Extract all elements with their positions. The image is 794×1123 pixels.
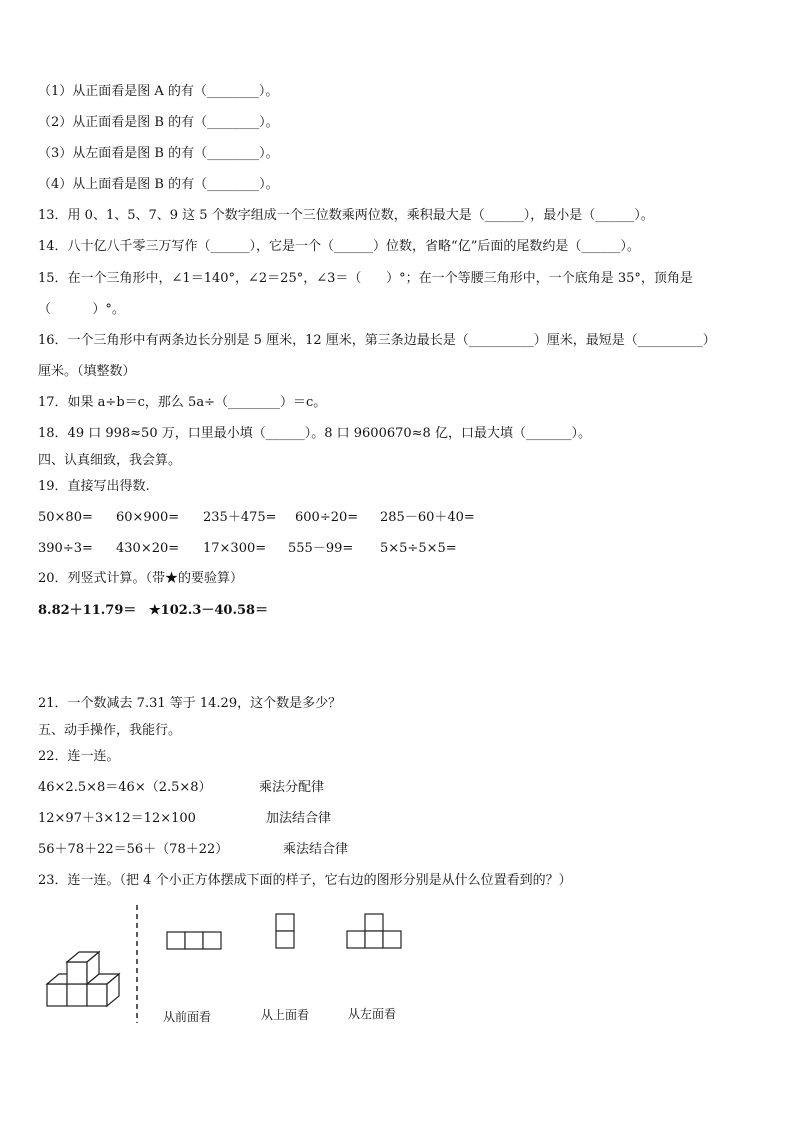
left-view-figure <box>347 914 401 948</box>
q22-left-2: 12×97＋3×12＝12×100 <box>38 811 196 826</box>
calc-r2-4: 555－99= <box>288 541 354 556</box>
question-19: 19．直接写出得数. <box>38 479 150 494</box>
calc-r1-4: 600÷20= <box>295 510 359 525</box>
question-17: 17．如果 a÷b＝c，那么 5a÷（________）＝c。 <box>38 395 327 410</box>
calc-r1-2: 60×900= <box>116 510 180 525</box>
question-18: 18．49 口 998≈50 万，口里最小填（______）。8 口 9600670≈8 亿，口最大填（_______）。 <box>38 426 591 441</box>
caption-left-view: 从左面看 <box>348 1007 397 1021</box>
question-20: 20．列竖式计算。（带★的要验算） <box>38 571 244 586</box>
q12-item-1: （1）从正面看是图 A 的有（________）。 <box>38 84 279 99</box>
section-5-heading: 五、动手操作，我能行。 <box>38 723 182 738</box>
top-view-figure <box>276 914 294 948</box>
question-21: 21．一个数减去 7.31 等于 14.29，这个数是多少？ <box>38 696 342 711</box>
question-15-line-1: 15．在一个三角形中，∠1＝140°，∠2＝25°，∠3＝（ ）°；在一个等腰三角形中，一个底角是 35°，顶角是 <box>38 271 693 286</box>
question-22: 22．连一连。 <box>38 749 120 764</box>
q12-item-2: （2）从正面看是图 B 的有（________）。 <box>38 115 279 130</box>
q20-item-2: ★102.3－40.58＝ <box>149 603 269 618</box>
question-16-line-2: 厘米。（填整数） <box>38 364 136 379</box>
calc-r2-3: 17×300= <box>203 541 267 556</box>
section-4-heading: 四、认真细致，我会算。 <box>38 453 182 468</box>
calc-r2-2: 430×20= <box>116 541 180 556</box>
question-16-line-1: 16．一个三角形中有两条边长分别是 5 厘米，12 厘米，第三条边最长是（__________）厘米，最短是（__________） <box>38 333 716 348</box>
question-23: 23．连一连。（把 4 个小正方体摆成下面的样子，它右边的图形分别是从什么位置看到的？） <box>38 873 572 888</box>
q22-right-1: 乘法分配律 <box>259 780 325 795</box>
q20-item-1: 8.82＋11.79＝ <box>38 603 137 618</box>
calc-r1-1: 50×80= <box>38 510 93 525</box>
calc-r2-5: 5×5÷5×5= <box>380 541 457 556</box>
caption-top-view: 从上面看 <box>261 1008 310 1022</box>
calc-r1-3: 235＋475= <box>203 510 277 525</box>
calc-r1-5: 285－60＋40= <box>380 510 475 525</box>
calc-r2-1: 390÷3= <box>38 541 93 556</box>
cube-stack-figure <box>47 952 119 1006</box>
q12-item-4: （4）从上面看是图 B 的有（________）。 <box>38 177 279 192</box>
question-14: 14．八十亿八千零三万写作（______），它是一个（______）位数，省略“亿”后面的尾数约是（______）。 <box>38 239 640 254</box>
question-15-line-2: （ ）°。 <box>38 302 125 317</box>
q22-right-2: 加法结合律 <box>266 811 332 826</box>
caption-front-view: 从前面看 <box>163 1010 212 1024</box>
q22-left-3: 56＋78＋22＝56＋（78＋22） <box>38 842 229 857</box>
q22-left-1: 46×2.5×8＝46×（2.5×8） <box>38 780 212 795</box>
front-view-figure <box>167 932 221 949</box>
q22-right-3: 乘法结合律 <box>283 842 349 857</box>
question-13: 13．用 0、1、5、7、9 这 5 个数字组成一个三位数乘两位数，乘积最大是（______），最小是（______）。 <box>38 208 654 223</box>
q12-item-3: （3）从左面看是图 B 的有（________）。 <box>38 146 279 161</box>
